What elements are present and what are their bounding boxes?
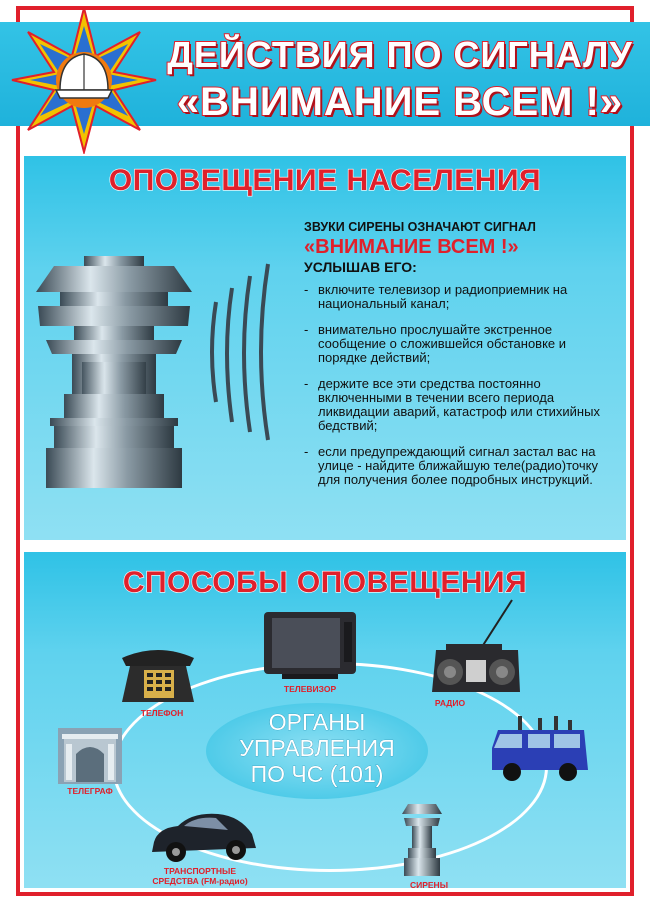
radio-icon [428,598,526,696]
instruction-bullet: - если предупреждающий сигнал застал вас на улице - найдите ближайшую теле(радио)точку для получения более подробных инструкций. [304,445,604,487]
center-text-line1: ОРГАНЫ [268,709,366,735]
bullet-text: включите телевизор и радиоприемник на национальный канал; [318,282,568,311]
bullet-text: если предупреждающий сигнал застал вас на улице - найдите ближайшую теле(радио)точку для получения более подробных инструкций. [318,444,598,487]
sirens-label: СИРЕНЫ [409,880,449,890]
transport-label-line1: ТРАНСПОРТНЫЕ [163,866,237,876]
car-icon [148,806,260,864]
transport-label [134,866,266,886]
bullet-text: держите все эти средства постоянно включенными в течении всего периода ликвидации аварий, катастроф или стихийных бедствий; [318,376,600,433]
tv-label: ТЕЛЕВИЗОР [283,684,337,694]
tv-icon [262,608,358,680]
emblem-star-icon [10,6,158,154]
section2-title: СПОСОБЫ ОПОВЕЩЕНИЯ [122,566,528,599]
transport-label-line2: СРЕДСТВА (FM-радио) [152,876,248,886]
intro-line1: ЗВУКИ СИРЕНЫ ОЗНАЧАЮТ СИГНАЛ [304,220,536,234]
instruction-bullet: - держите все эти средства постоянно включенными в течении всего периода ликвидации аварий, катастроф или стихийных бедствий; [304,377,604,433]
bullet-text: внимательно прослушайте экстренное сообщение о сложившейся обстановке и порядке действий; [318,322,567,365]
center-text-line3: ПО ЧС (101) [250,761,384,787]
phone-icon [116,648,200,706]
intro-line3: УСЛЫШАВ ЕГО: [304,259,417,275]
section1-title: ОПОВЕЩЕНИЕ НАСЕЛЕНИЯ [108,164,542,197]
sound-waves-icon [206,262,276,442]
van-icon [488,716,592,784]
siren-icon [24,250,204,500]
header-title-line2: «ВНИМАНИЕ ВСЕМ !» [176,80,624,124]
center-text-line2: УПРАВЛЕНИЯ [239,735,395,761]
small-siren-icon [398,800,446,878]
radio-label: РАДИО [434,698,466,708]
telegraph-building-icon [58,728,122,784]
instruction-bullet: - включите телевизор и радиоприемник на национальный канал; [304,283,604,311]
telegraph-label: ТЕЛЕГРАФ [67,786,113,796]
phone-label: ТЕЛЕФОН [140,708,184,718]
instructions-block [304,220,604,487]
instruction-bullet: - внимательно прослушайте экстренное сообщение о сложившейся обстановке и порядке действий; [304,323,604,365]
header-title-line1: ДЕЙСТВИЯ ПО СИГНАЛУ [167,34,633,75]
intro-signal: «ВНИМАНИЕ ВСЕМ !» [304,236,519,258]
